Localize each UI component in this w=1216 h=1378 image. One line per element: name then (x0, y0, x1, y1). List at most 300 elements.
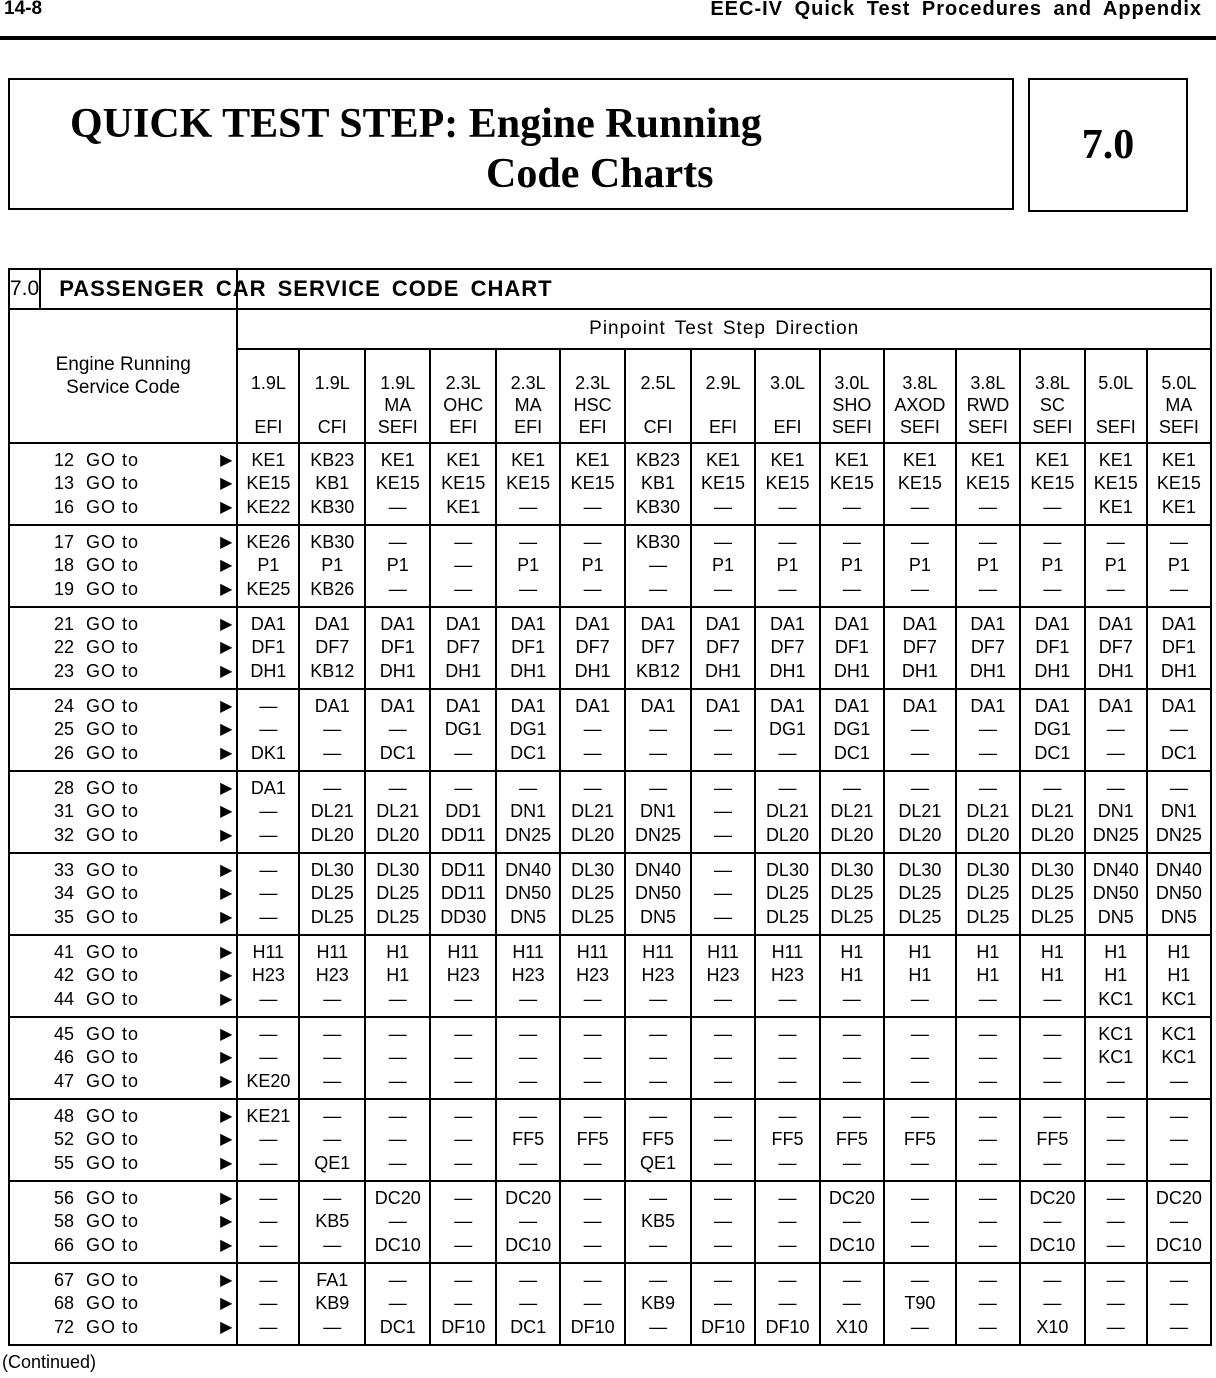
pinpoint-step: DN5 (1160, 906, 1197, 927)
arrow-right-icon: ▶ (220, 1154, 233, 1172)
pinpoint-step: — (1043, 578, 1062, 599)
pinpoint-step: — (714, 742, 733, 763)
go-to-label: GO to (86, 1129, 140, 1150)
pinpoint-step: DL30 (830, 859, 874, 880)
pinpoint-step-cell (1085, 935, 1147, 1017)
pinpoint-step: DN1 (1097, 801, 1134, 822)
service-code: 58 (53, 1211, 74, 1232)
pinpoint-step: H23 (706, 965, 740, 986)
column-header-line: SEFI (377, 417, 418, 437)
pinpoint-step: DL30 (571, 859, 615, 880)
arrow-right-icon: ▶ (220, 721, 233, 739)
pinpoint-step-cell (1147, 771, 1211, 853)
pinpoint-step: — (519, 777, 538, 798)
pinpoint-step: DN40 (1155, 859, 1202, 880)
code-group-row (9, 1181, 1211, 1263)
column-header-line: 2.3L (445, 373, 481, 393)
code-group-row (9, 525, 1211, 607)
pinpoint-step-cell (496, 689, 560, 771)
column-header-line: 3.8L (1034, 373, 1070, 393)
pinpoint-step-cell (496, 1099, 560, 1181)
pinpoint-step: X10 (835, 1316, 868, 1337)
pinpoint-step: — (519, 531, 538, 552)
column-header-line (238, 394, 298, 416)
service-code: 52 (53, 1129, 74, 1150)
go-to-label: GO to (86, 941, 140, 962)
pinpoint-step-cell (956, 1017, 1020, 1099)
pinpoint-step: — (978, 1211, 997, 1232)
pinpoint-step: — (1106, 578, 1125, 599)
pinpoint-step: DF1 (511, 637, 546, 658)
pinpoint-step: — (714, 1269, 733, 1290)
pinpoint-step: KE1 (770, 449, 805, 470)
pinpoint-step: DC10 (828, 1234, 875, 1255)
arrow-right-icon: ▶ (220, 533, 233, 551)
code-group-row (9, 1017, 1211, 1099)
pinpoint-step: KE15 (1093, 473, 1138, 494)
go-to-label: GO to (86, 1269, 140, 1290)
pinpoint-step: KB12 (310, 660, 355, 681)
pinpoint-step: — (519, 1269, 538, 1290)
pinpoint-step: — (583, 1269, 602, 1290)
pinpoint-step: — (259, 1293, 278, 1314)
pinpoint-step: — (583, 777, 602, 798)
pinpoint-step: DC1 (1034, 742, 1071, 763)
pinpoint-step: DN50 (635, 883, 682, 904)
pinpoint-step: — (583, 1293, 602, 1314)
pinpoint-step: DA1 (445, 613, 481, 634)
page-title-line-1: QUICK TEST STEP: Engine Running (70, 101, 762, 147)
pinpoint-step: DA1 (314, 613, 350, 634)
pinpoint-step: — (1106, 1152, 1125, 1173)
column-header-line: CFI (317, 417, 347, 437)
pinpoint-step-cell (884, 689, 956, 771)
page-title-line-2: Code Charts (486, 151, 714, 197)
column-header-line: EFI (254, 417, 283, 437)
pinpoint-step: DA1 (250, 613, 286, 634)
pinpoint-step: DF7 (575, 637, 610, 658)
column-header-line: 3.8L (970, 373, 1006, 393)
service-code: 21 (53, 613, 74, 634)
pinpoint-step-cell (625, 689, 691, 771)
pinpoint-step: — (714, 1211, 733, 1232)
pinpoint-step: — (978, 742, 997, 763)
service-code: 47 (53, 1070, 74, 1091)
pinpoint-step: — (778, 531, 797, 552)
pinpoint-step-cell (691, 1263, 755, 1345)
engine-column-header (365, 349, 430, 443)
column-header-line: EFI (514, 417, 543, 437)
pinpoint-step-cell (820, 935, 884, 1017)
go-to-label: GO to (86, 496, 140, 517)
pinpoint-step: H11 (252, 941, 285, 962)
pinpoint-step: DF1 (1035, 637, 1070, 658)
pinpoint-step: — (519, 578, 538, 599)
pinpoint-step: — (454, 1152, 473, 1173)
pinpoint-step: DH1 (901, 660, 938, 681)
pinpoint-step: — (1043, 1293, 1062, 1314)
pinpoint-step: — (714, 1152, 733, 1173)
column-header-line (626, 394, 690, 416)
pinpoint-step: DL25 (376, 906, 420, 927)
pinpoint-step: — (388, 719, 407, 740)
service-code-line (10, 941, 236, 965)
pinpoint-step-cell (820, 525, 884, 607)
service-code-cell (9, 689, 237, 771)
pinpoint-step: H11 (576, 941, 609, 962)
service-code: 22 (53, 637, 74, 658)
pinpoint-step: — (714, 801, 733, 822)
pinpoint-step: DL25 (571, 883, 615, 904)
engine-column-header (820, 349, 884, 443)
pinpoint-step-cell (1085, 1263, 1147, 1345)
go-to-label: GO to (86, 1047, 140, 1068)
pinpoint-step: — (649, 555, 668, 576)
pinpoint-step: DC1 (510, 1316, 547, 1337)
pinpoint-step: — (714, 578, 733, 599)
pinpoint-step: H11 (316, 941, 349, 962)
service-code-line (10, 859, 236, 883)
pinpoint-step: DA1 (705, 613, 741, 634)
pinpoint-step-cell (956, 607, 1020, 689)
pinpoint-step: H1 (976, 941, 1000, 962)
pinpoint-step: H1 (908, 941, 932, 962)
pinpoint-step: — (978, 1152, 997, 1173)
pinpoint-step-cell (884, 1181, 956, 1263)
service-code: 24 (53, 695, 74, 716)
service-code: 31 (53, 801, 74, 822)
pinpoint-step: H11 (512, 941, 544, 962)
pinpoint-step: — (1169, 1211, 1188, 1232)
pinpoint-step: — (1043, 1211, 1062, 1232)
service-code: 23 (53, 660, 74, 681)
column-header-line: SEFI (831, 417, 872, 437)
pinpoint-step: DL30 (765, 859, 809, 880)
pinpoint-step: KE1 (1161, 496, 1196, 517)
pinpoint-step: — (714, 988, 733, 1009)
pinpoint-step: DL21 (898, 801, 942, 822)
pinpoint-step: DG1 (444, 719, 482, 740)
go-to-label: GO to (86, 1234, 140, 1255)
service-code-cell (9, 443, 237, 525)
pinpoint-step: — (259, 801, 278, 822)
engine-column-header (560, 349, 625, 443)
pinpoint-step: — (1169, 531, 1188, 552)
pinpoint-step: DN1 (1160, 801, 1197, 822)
pinpoint-step: — (910, 1234, 929, 1255)
pinpoint-step-cell (365, 935, 430, 1017)
pinpoint-step-cell (365, 1181, 430, 1263)
pinpoint-step: KE1 (380, 449, 415, 470)
pinpoint-step: KE1 (834, 449, 869, 470)
pinpoint-step-cell (691, 853, 755, 935)
pinpoint-step: — (978, 719, 997, 740)
pinpoint-step-cell (956, 1263, 1020, 1345)
pinpoint-step: — (1106, 777, 1125, 798)
pinpoint-step: DC20 (374, 1187, 421, 1208)
pinpoint-step-cell (1085, 1017, 1147, 1099)
pinpoint-step-cell (299, 607, 365, 689)
column-header-line: SC (1039, 395, 1065, 415)
service-code-line (10, 1128, 236, 1152)
page-number: 14-8 (4, 0, 43, 19)
service-code-header (9, 309, 237, 443)
pinpoint-step: DN1 (510, 801, 547, 822)
pinpoint-step: KE1 (575, 449, 610, 470)
pinpoint-step: DA1 (1161, 695, 1197, 716)
service-code: 48 (53, 1105, 74, 1126)
pinpoint-step: — (1169, 1152, 1188, 1173)
engine-column-header (1147, 349, 1211, 443)
pinpoint-step: DN5 (510, 906, 547, 927)
pinpoint-step: DF7 (902, 637, 937, 658)
pinpoint-step: — (388, 1129, 407, 1150)
pinpoint-step: — (1169, 1105, 1188, 1126)
pinpoint-step: H1 (908, 965, 932, 986)
pinpoint-step: — (1169, 1269, 1188, 1290)
pinpoint-step: DA1 (640, 613, 676, 634)
pinpoint-step: DG1 (1033, 719, 1071, 740)
pinpoint-step: QE1 (640, 1152, 677, 1173)
pinpoint-step: — (388, 1070, 407, 1091)
pinpoint-step: — (842, 531, 861, 552)
pinpoint-step: — (259, 695, 278, 716)
pinpoint-step: — (978, 1293, 997, 1314)
pinpoint-step: KE1 (902, 449, 937, 470)
go-to-label: GO to (86, 695, 140, 716)
pinpoint-step: — (259, 1187, 278, 1208)
pinpoint-step: DN5 (1097, 906, 1134, 927)
pinpoint-step: — (1106, 719, 1125, 740)
pinpoint-step: KE1 (970, 449, 1005, 470)
pinpoint-step-cell (625, 771, 691, 853)
pinpoint-step-cell (1085, 689, 1147, 771)
pinpoint-step: — (388, 1211, 407, 1232)
service-code: 35 (53, 906, 74, 927)
pinpoint-step-cell (560, 607, 625, 689)
pinpoint-step: KC1 (1098, 988, 1134, 1009)
pinpoint-step: — (1106, 1316, 1125, 1337)
code-group-row (9, 607, 1211, 689)
chart-title-row (9, 269, 1211, 309)
pinpoint-step: — (714, 1234, 733, 1255)
pinpoint-step: — (714, 496, 733, 517)
column-header-line: SEFI (967, 417, 1008, 437)
pinpoint-step-cell (691, 1017, 755, 1099)
pinpoint-step-cell (820, 853, 884, 935)
pinpoint-step: FF5 (512, 1129, 545, 1150)
pinpoint-step-cell (1020, 607, 1085, 689)
code-group-row (9, 935, 1211, 1017)
pinpoint-step-cell (365, 525, 430, 607)
pinpoint-step: — (583, 578, 602, 599)
pinpoint-step-cell (560, 1263, 625, 1345)
column-header-line: 2.5L (640, 373, 676, 393)
pinpoint-step: — (454, 531, 473, 552)
pinpoint-step: KE1 (706, 449, 741, 470)
pinpoint-step: — (323, 1234, 342, 1255)
pinpoint-step-cell (237, 1017, 299, 1099)
pinpoint-step: DL25 (1030, 883, 1074, 904)
pinpoint-step: DN1 (640, 801, 677, 822)
pinpoint-step-cell (560, 771, 625, 853)
pinpoint-step-cell (820, 771, 884, 853)
pinpoint-step: DA1 (705, 695, 741, 716)
pinpoint-step-cell (755, 689, 820, 771)
pinpoint-step: KE20 (246, 1070, 291, 1091)
pinpoint-step: P1 (321, 555, 344, 576)
column-header-line: RWD (966, 395, 1010, 415)
pinpoint-step: — (388, 531, 407, 552)
service-code-cell (9, 525, 237, 607)
pinpoint-step: P1 (1104, 555, 1127, 576)
arrow-right-icon: ▶ (220, 744, 233, 762)
arrow-right-icon: ▶ (220, 1107, 233, 1125)
go-to-label: GO to (86, 883, 140, 904)
pinpoint-step: DL21 (765, 801, 809, 822)
pinpoint-step: — (259, 1023, 278, 1044)
engine-column-header (1085, 349, 1147, 443)
service-code-header-line-2: Service Code (66, 377, 181, 398)
pinpoint-step-cell (430, 1017, 496, 1099)
pinpoint-step: — (1043, 1105, 1062, 1126)
pinpoint-step: — (454, 578, 473, 599)
pinpoint-step-cell (1085, 443, 1147, 525)
pinpoint-step: DH1 (445, 660, 482, 681)
pinpoint-step: — (910, 578, 929, 599)
pinpoint-step: — (583, 1047, 602, 1068)
pinpoint-step: — (388, 496, 407, 517)
pinpoint-step: — (519, 1152, 538, 1173)
pinpoint-step-cell (1085, 525, 1147, 607)
pinpoint-step: DA1 (970, 695, 1006, 716)
pinpoint-step-cell (956, 935, 1020, 1017)
pinpoint-step-cell (430, 771, 496, 853)
pinpoint-step-cell (299, 771, 365, 853)
pinpoint-step: DA1 (1098, 613, 1134, 634)
service-code: 42 (53, 965, 74, 986)
pinpoint-step: H23 (576, 965, 610, 986)
pinpoint-step: DC1 (510, 742, 547, 763)
pinpoint-step: DF7 (1098, 637, 1133, 658)
pinpoint-step: — (454, 1129, 473, 1150)
pinpoint-step-cell (1020, 1181, 1085, 1263)
pinpoint-step: DA1 (575, 695, 611, 716)
pinpoint-step-cell (299, 1017, 365, 1099)
pinpoint-step: KE1 (511, 449, 546, 470)
pinpoint-step: KC1 (1098, 1047, 1134, 1068)
pinpoint-step: — (1106, 1070, 1125, 1091)
pinpoint-step: — (842, 988, 861, 1009)
pinpoint-step: DA1 (1034, 613, 1070, 634)
pinpoint-step: KB12 (636, 660, 681, 681)
pinpoint-step: — (978, 1023, 997, 1044)
service-code: 28 (53, 777, 74, 798)
pinpoint-step: DG1 (509, 719, 547, 740)
pinpoint-step-cell (1020, 525, 1085, 607)
pinpoint-step: KE15 (700, 473, 746, 494)
pinpoint-step: — (323, 719, 342, 740)
pinpoint-step: — (778, 742, 797, 763)
pinpoint-step-cell (560, 1099, 625, 1181)
pinpoint-step-cell (884, 935, 956, 1017)
pinpoint-step: DL30 (1030, 859, 1074, 880)
service-code-line (10, 1152, 236, 1176)
column-header-line: 1.9L (250, 373, 286, 393)
engine-column-header (956, 349, 1020, 443)
pinpoint-step: — (1043, 988, 1062, 1009)
service-code: 66 (53, 1234, 74, 1255)
pinpoint-step-cell (237, 689, 299, 771)
pinpoint-step: DL20 (898, 824, 942, 845)
pinpoint-step: DH1 (769, 660, 806, 681)
pinpoint-step: DL20 (571, 824, 615, 845)
pinpoint-step: — (1169, 777, 1188, 798)
pinpoint-step: — (714, 1023, 733, 1044)
pinpoint-step: — (842, 1269, 861, 1290)
pinpoint-step: — (259, 988, 278, 1009)
pinpoint-step: — (323, 988, 342, 1009)
pinpoint-step: — (978, 777, 997, 798)
pinpoint-step: DA1 (769, 613, 805, 634)
pinpoint-step: DL25 (966, 883, 1010, 904)
pinpoint-step: — (1169, 1293, 1188, 1314)
pinpoint-step: DL25 (571, 906, 615, 927)
pinpoint-step: — (1169, 1070, 1188, 1091)
pinpoint-step: — (649, 1047, 668, 1068)
arrow-right-icon: ▶ (220, 779, 233, 797)
service-code: 46 (53, 1047, 74, 1068)
pinpoint-step-cell (560, 525, 625, 607)
pinpoint-step: — (388, 1105, 407, 1126)
pinpoint-step: KE15 (897, 473, 942, 494)
pinpoint-step: KE1 (1161, 449, 1196, 470)
pinpoint-step-cell (299, 853, 365, 935)
column-header-line: 2.3L (575, 373, 611, 393)
pinpoint-step: — (714, 883, 733, 904)
column-header-line: SEFI (1158, 417, 1199, 437)
pinpoint-step: P1 (1041, 555, 1064, 576)
go-to-label: GO to (86, 660, 140, 681)
pinpoint-step-cell (691, 771, 755, 853)
arrow-right-icon: ▶ (220, 662, 233, 680)
pinpoint-step: — (583, 1234, 602, 1255)
go-to-label: GO to (86, 578, 140, 599)
pinpoint-step: — (454, 1023, 473, 1044)
go-to-label: GO to (86, 859, 140, 880)
pinpoint-step: DC20 (828, 1187, 875, 1208)
pinpoint-step: DN40 (635, 859, 682, 880)
column-header-line: MA (514, 395, 542, 415)
service-code-line (10, 1023, 236, 1047)
service-code-line (10, 1269, 236, 1293)
column-header-line: EFI (709, 417, 738, 437)
pinpoint-step: KE22 (246, 496, 291, 517)
pinpoint-step: DL25 (966, 906, 1010, 927)
service-code: 12 (53, 449, 74, 470)
column-header-line: MA (1165, 395, 1193, 415)
pinpoint-step: DL25 (830, 883, 874, 904)
pinpoint-step: DC1 (1160, 742, 1197, 763)
pinpoint-step: P1 (386, 555, 409, 576)
arrow-right-icon: ▶ (220, 908, 233, 926)
service-code-line (10, 777, 236, 801)
pinpoint-step: — (714, 1047, 733, 1068)
pinpoint-step: — (778, 578, 797, 599)
pinpoint-step: — (519, 988, 538, 1009)
pinpoint-step: KC1 (1098, 1023, 1134, 1044)
pinpoint-step: — (323, 777, 342, 798)
